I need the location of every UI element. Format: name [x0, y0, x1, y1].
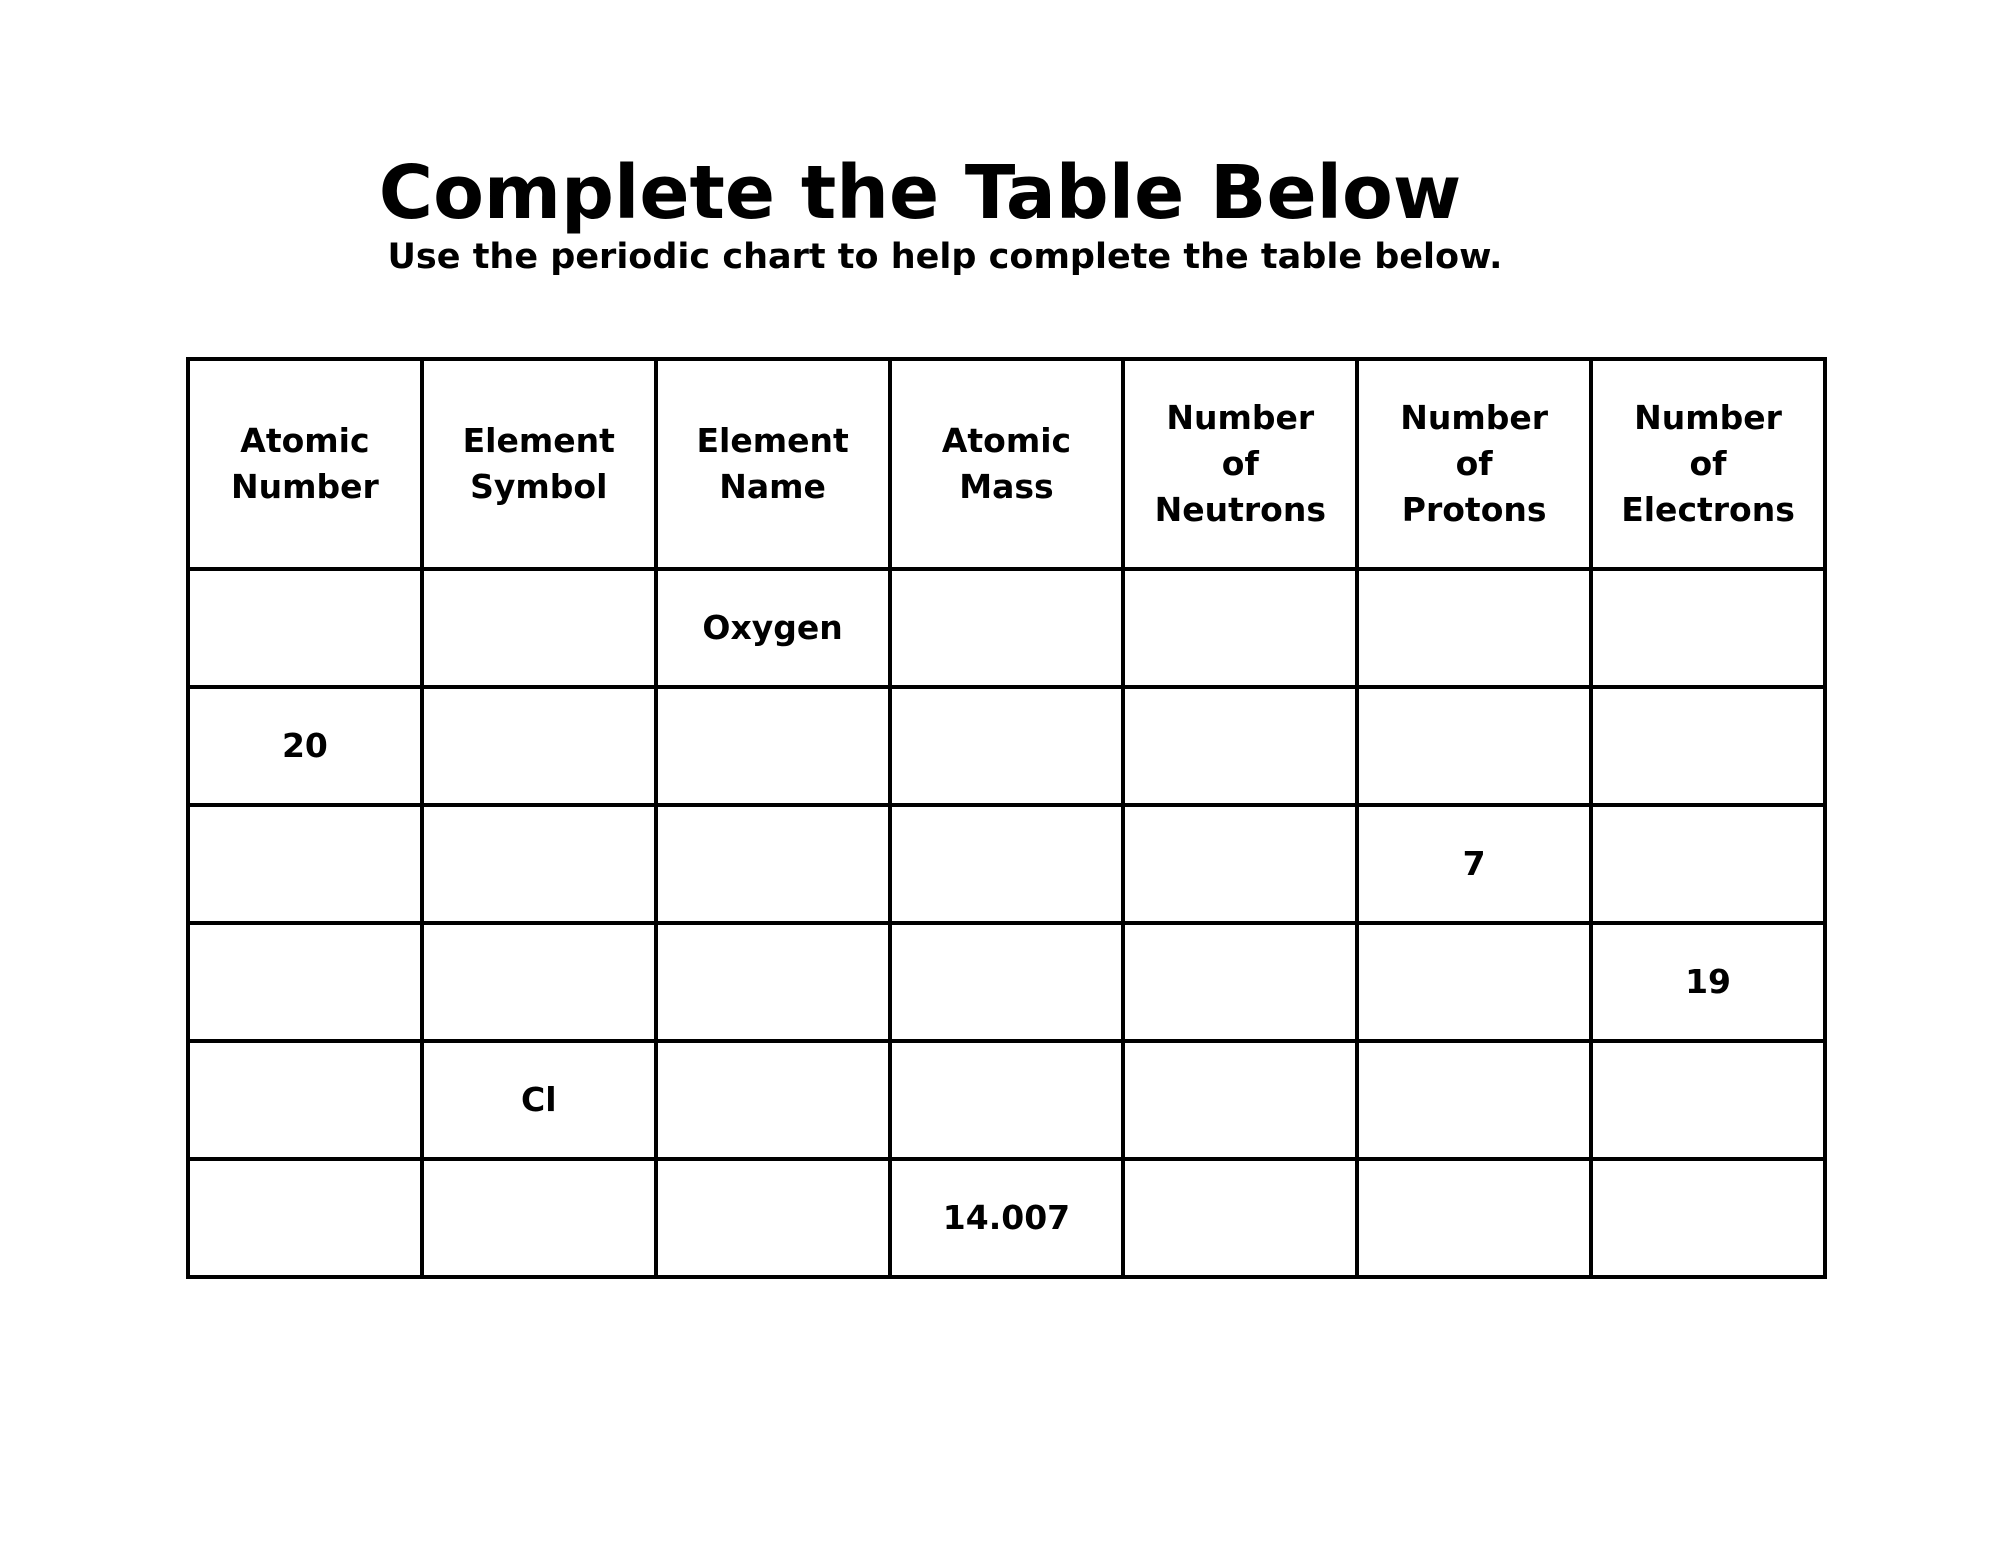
cell-protons[interactable] — [1357, 687, 1591, 805]
cell-atomic-mass[interactable] — [890, 1041, 1124, 1159]
table-row — [188, 923, 1825, 1041]
cell-element-name[interactable]: Oxygen — [656, 569, 890, 687]
header-number-of-neutrons: Number of Neutrons — [1123, 359, 1357, 569]
table-row — [188, 805, 1825, 923]
cell-protons[interactable]: 7 — [1357, 805, 1591, 923]
cell-electrons[interactable] — [1591, 569, 1825, 687]
cell-element-name[interactable] — [656, 1159, 890, 1277]
header-atomic-mass: Atomic Mass — [890, 359, 1124, 569]
page-title: Complete the Table Below — [378, 150, 1462, 236]
cell-atomic-number[interactable] — [188, 805, 422, 923]
cell-neutrons[interactable] — [1123, 1041, 1357, 1159]
header-atomic-number: Atomic Number — [188, 359, 422, 569]
cell-atomic-mass[interactable] — [890, 569, 1124, 687]
cell-protons[interactable] — [1357, 923, 1591, 1041]
cell-neutrons[interactable] — [1123, 805, 1357, 923]
cell-electrons[interactable] — [1591, 687, 1825, 805]
table-header-row — [188, 359, 1825, 569]
cell-protons[interactable] — [1357, 569, 1591, 687]
cell-atomic-number[interactable] — [188, 1041, 422, 1159]
cell-atomic-number[interactable] — [188, 923, 422, 1041]
cell-protons[interactable] — [1357, 1041, 1591, 1159]
cell-atomic-mass[interactable] — [890, 923, 1124, 1041]
table-row — [188, 569, 1825, 687]
cell-atomic-number[interactable] — [188, 1159, 422, 1277]
cell-element-symbol[interactable]: Cl — [422, 1041, 656, 1159]
table-row — [188, 1159, 1825, 1277]
cell-neutrons[interactable] — [1123, 1159, 1357, 1277]
cell-element-name[interactable] — [656, 923, 890, 1041]
header-number-of-protons: Number of Protons — [1357, 359, 1591, 569]
cell-atomic-number[interactable] — [188, 569, 422, 687]
cell-electrons[interactable] — [1591, 1159, 1825, 1277]
page-subtitle: Use the periodic chart to help complete the table below. — [387, 237, 1503, 277]
header-number-of-electrons: Number of Electrons — [1591, 359, 1825, 569]
cell-element-name[interactable] — [656, 687, 890, 805]
cell-element-symbol[interactable] — [422, 687, 656, 805]
cell-neutrons[interactable] — [1123, 569, 1357, 687]
cell-element-symbol[interactable] — [422, 1159, 656, 1277]
cell-protons[interactable] — [1357, 1159, 1591, 1277]
table-row — [188, 1041, 1825, 1159]
cell-atomic-mass[interactable] — [890, 687, 1124, 805]
cell-electrons[interactable] — [1591, 805, 1825, 923]
cell-electrons[interactable]: 19 — [1591, 923, 1825, 1041]
header-element-name: Element Name — [656, 359, 890, 569]
cell-element-symbol[interactable] — [422, 569, 656, 687]
cell-atomic-mass[interactable] — [890, 805, 1124, 923]
cell-element-name[interactable] — [656, 805, 890, 923]
element-table — [186, 357, 1827, 1279]
cell-neutrons[interactable] — [1123, 923, 1357, 1041]
header-element-symbol: Element Symbol — [422, 359, 656, 569]
cell-element-symbol[interactable] — [422, 805, 656, 923]
cell-neutrons[interactable] — [1123, 687, 1357, 805]
cell-element-symbol[interactable] — [422, 923, 656, 1041]
cell-element-name[interactable] — [656, 1041, 890, 1159]
cell-electrons[interactable] — [1591, 1041, 1825, 1159]
cell-atomic-number[interactable]: 20 — [188, 687, 422, 805]
table-row — [188, 687, 1825, 805]
cell-atomic-mass[interactable]: 14.007 — [890, 1159, 1124, 1277]
